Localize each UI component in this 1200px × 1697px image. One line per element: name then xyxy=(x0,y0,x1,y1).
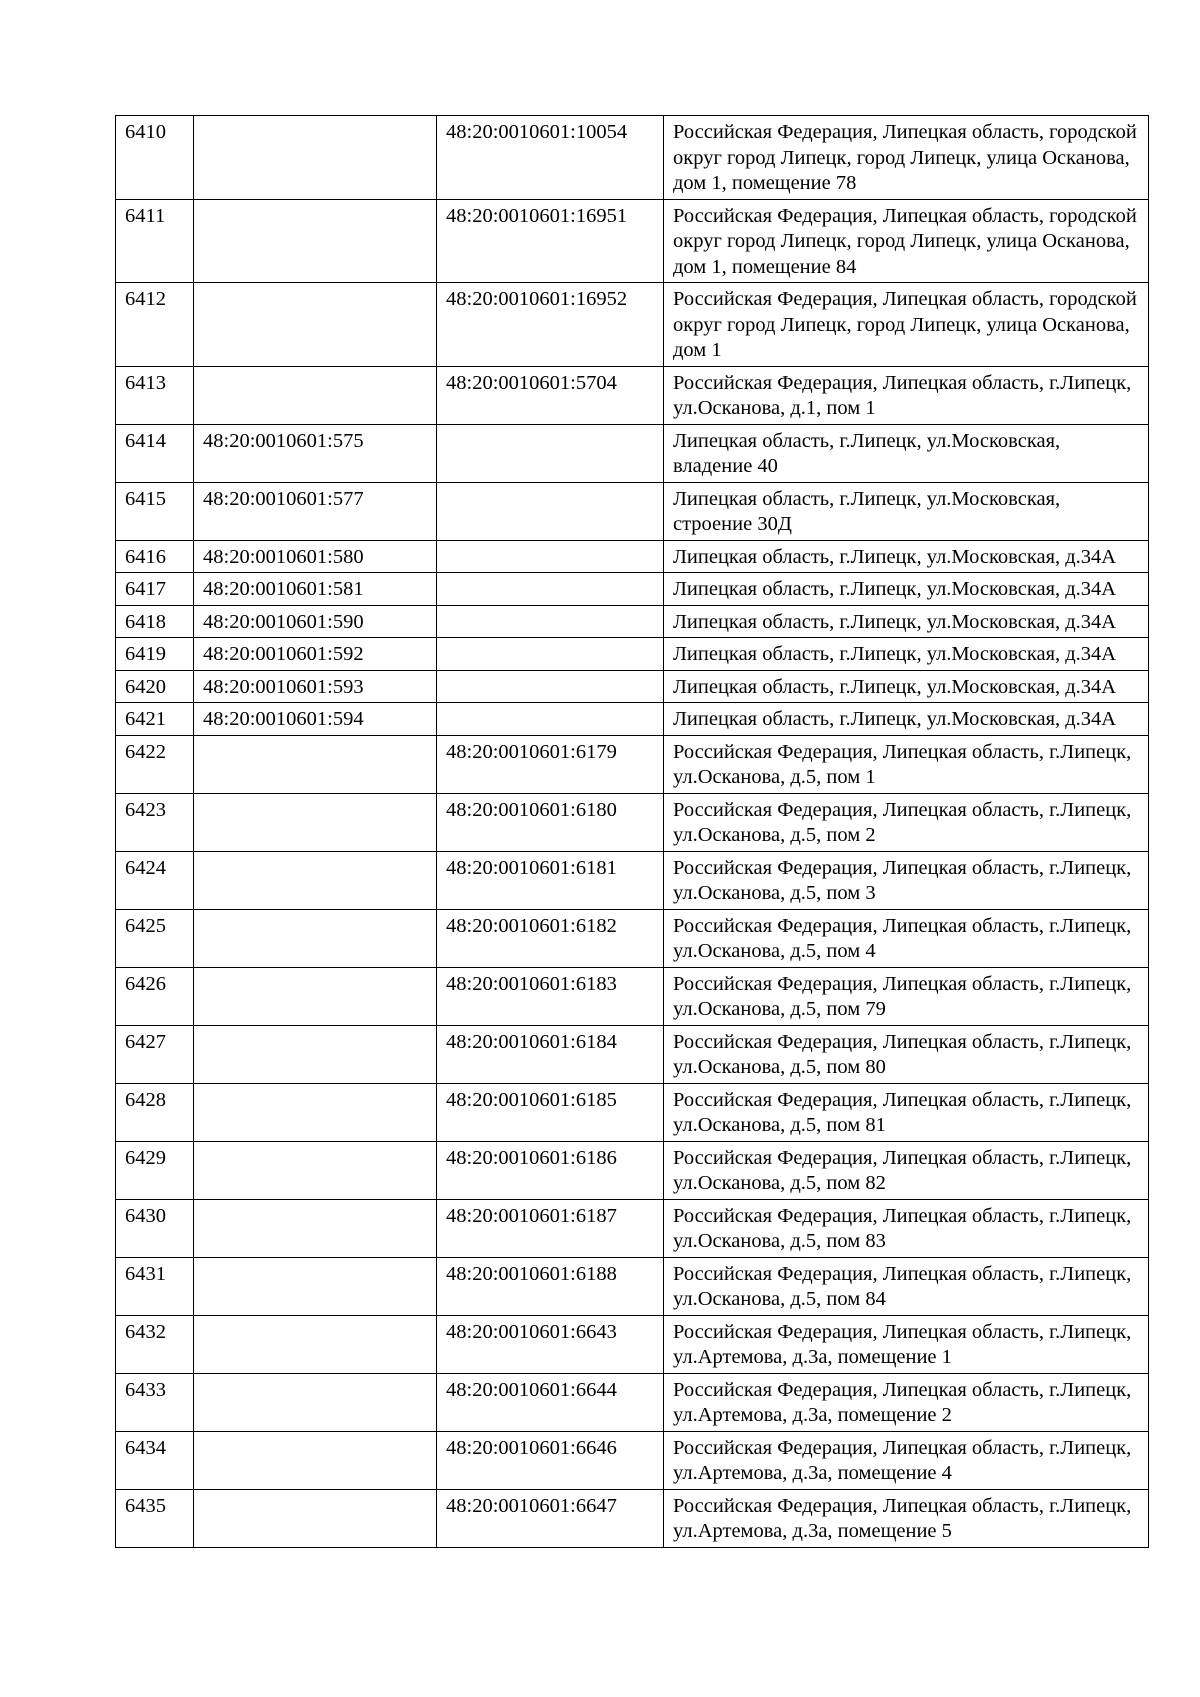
table-row xyxy=(116,793,1149,851)
object-cadastral-number-cell: 48:20:0010601:16951 xyxy=(437,199,664,283)
table-row xyxy=(116,1489,1149,1547)
object-cadastral-number-cell: 48:20:0010601:6188 xyxy=(437,1257,664,1315)
row-number-cell: 6420 xyxy=(116,670,194,703)
address-cell: Липецкая область, г.Липецк, ул.Московская, д.34А xyxy=(664,605,1149,638)
land-cadastral-number-cell xyxy=(194,1199,437,1257)
row-number-cell: 6419 xyxy=(116,638,194,671)
table-row xyxy=(116,851,1149,909)
land-cadastral-number-cell xyxy=(194,735,437,793)
registry-table xyxy=(115,115,1149,1548)
address-cell: Российская Федерация, Липецкая область, г.Липецк, ул.Осканова, д.5, пом 82 xyxy=(664,1141,1149,1199)
table-row xyxy=(116,1315,1149,1373)
address-cell: Российская Федерация, Липецкая область, г.Липецк, ул.Осканова, д.5, пом 80 xyxy=(664,1025,1149,1083)
address-cell: Липецкая область, г.Липецк, ул.Московская, д.34А xyxy=(664,670,1149,703)
table-row xyxy=(116,366,1149,424)
object-cadastral-number-cell xyxy=(437,703,664,736)
land-cadastral-number-cell xyxy=(194,116,437,200)
row-number-cell: 6429 xyxy=(116,1141,194,1199)
land-cadastral-number-cell xyxy=(194,1315,437,1373)
table-row xyxy=(116,116,1149,200)
table-row xyxy=(116,909,1149,967)
land-cadastral-number-cell xyxy=(194,1489,437,1547)
land-cadastral-number-cell xyxy=(194,283,437,367)
object-cadastral-number-cell: 48:20:0010601:6644 xyxy=(437,1373,664,1431)
object-cadastral-number-cell: 48:20:0010601:6179 xyxy=(437,735,664,793)
address-cell: Российская Федерация, Липецкая область, городской округ город Липецк, город Липецк, улица Осканова, дом 1, помещение 84 xyxy=(664,199,1149,283)
land-cadastral-number-cell: 48:20:0010601:590 xyxy=(194,605,437,638)
object-cadastral-number-cell xyxy=(437,540,664,573)
land-cadastral-number-cell xyxy=(194,1431,437,1489)
address-cell: Российская Федерация, Липецкая область, городской округ город Липецк, город Липецк, улица Осканова, дом 1 xyxy=(664,283,1149,367)
row-number-cell: 6423 xyxy=(116,793,194,851)
land-cadastral-number-cell: 48:20:0010601:575 xyxy=(194,424,437,482)
row-number-cell: 6416 xyxy=(116,540,194,573)
object-cadastral-number-cell: 48:20:0010601:5704 xyxy=(437,366,664,424)
land-cadastral-number-cell: 48:20:0010601:593 xyxy=(194,670,437,703)
table-row xyxy=(116,1083,1149,1141)
row-number-cell: 6418 xyxy=(116,605,194,638)
table-row xyxy=(116,735,1149,793)
table-row xyxy=(116,283,1149,367)
row-number-cell: 6435 xyxy=(116,1489,194,1547)
address-cell: Липецкая область, г.Липецк, ул.Московская, д.34А xyxy=(664,638,1149,671)
object-cadastral-number-cell xyxy=(437,482,664,540)
row-number-cell: 6427 xyxy=(116,1025,194,1083)
table-row xyxy=(116,482,1149,540)
table-row xyxy=(116,1141,1149,1199)
row-number-cell: 6422 xyxy=(116,735,194,793)
land-cadastral-number-cell xyxy=(194,366,437,424)
table-row xyxy=(116,670,1149,703)
row-number-cell: 6411 xyxy=(116,199,194,283)
row-number-cell: 6433 xyxy=(116,1373,194,1431)
land-cadastral-number-cell: 48:20:0010601:581 xyxy=(194,573,437,606)
object-cadastral-number-cell: 48:20:0010601:6186 xyxy=(437,1141,664,1199)
row-number-cell: 6424 xyxy=(116,851,194,909)
row-number-cell: 6412 xyxy=(116,283,194,367)
object-cadastral-number-cell: 48:20:0010601:6187 xyxy=(437,1199,664,1257)
address-cell: Липецкая область, г.Липецк, ул.Московская, д.34А xyxy=(664,703,1149,736)
address-cell: Российская Федерация, Липецкая область, городской округ город Липецк, город Липецк, улица Осканова, дом 1, помещение 78 xyxy=(664,116,1149,200)
address-cell: Российская Федерация, Липецкая область, г.Липецк, ул.Артемова, д.3а, помещение 5 xyxy=(664,1489,1149,1547)
table-row xyxy=(116,424,1149,482)
table-row xyxy=(116,1025,1149,1083)
object-cadastral-number-cell: 48:20:0010601:6185 xyxy=(437,1083,664,1141)
address-cell: Липецкая область, г.Липецк, ул.Московская, строение 30Д xyxy=(664,482,1149,540)
object-cadastral-number-cell: 48:20:0010601:6647 xyxy=(437,1489,664,1547)
row-number-cell: 6425 xyxy=(116,909,194,967)
address-cell: Российская Федерация, Липецкая область, г.Липецк, ул.Артемова, д.3а, помещение 1 xyxy=(664,1315,1149,1373)
object-cadastral-number-cell: 48:20:0010601:6643 xyxy=(437,1315,664,1373)
table-row xyxy=(116,638,1149,671)
land-cadastral-number-cell xyxy=(194,1373,437,1431)
object-cadastral-number-cell xyxy=(437,424,664,482)
land-cadastral-number-cell: 48:20:0010601:594 xyxy=(194,703,437,736)
table-row xyxy=(116,1257,1149,1315)
address-cell: Российская Федерация, Липецкая область, г.Липецк, ул.Осканова, д.5, пом 4 xyxy=(664,909,1149,967)
land-cadastral-number-cell xyxy=(194,199,437,283)
object-cadastral-number-cell xyxy=(437,605,664,638)
land-cadastral-number-cell: 48:20:0010601:577 xyxy=(194,482,437,540)
land-cadastral-number-cell xyxy=(194,1083,437,1141)
land-cadastral-number-cell: 48:20:0010601:580 xyxy=(194,540,437,573)
table-row xyxy=(116,1431,1149,1489)
address-cell: Российская Федерация, Липецкая область, г.Липецк, ул.Осканова, д.1, пом 1 xyxy=(664,366,1149,424)
row-number-cell: 6431 xyxy=(116,1257,194,1315)
object-cadastral-number-cell: 48:20:0010601:6184 xyxy=(437,1025,664,1083)
land-cadastral-number-cell xyxy=(194,1025,437,1083)
row-number-cell: 6415 xyxy=(116,482,194,540)
address-cell: Липецкая область, г.Липецк, ул.Московская, владение 40 xyxy=(664,424,1149,482)
document-page xyxy=(115,115,1148,1548)
address-cell: Российская Федерация, Липецкая область, г.Липецк, ул.Осканова, д.5, пом 81 xyxy=(664,1083,1149,1141)
row-number-cell: 6421 xyxy=(116,703,194,736)
address-cell: Российская Федерация, Липецкая область, г.Липецк, ул.Осканова, д.5, пом 83 xyxy=(664,1199,1149,1257)
table-row xyxy=(116,1373,1149,1431)
row-number-cell: 6428 xyxy=(116,1083,194,1141)
land-cadastral-number-cell xyxy=(194,851,437,909)
address-cell: Российская Федерация, Липецкая область, г.Липецк, ул.Осканова, д.5, пом 1 xyxy=(664,735,1149,793)
object-cadastral-number-cell: 48:20:0010601:6180 xyxy=(437,793,664,851)
table-row xyxy=(116,967,1149,1025)
land-cadastral-number-cell: 48:20:0010601:592 xyxy=(194,638,437,671)
address-cell: Российская Федерация, Липецкая область, г.Липецк, ул.Осканова, д.5, пом 2 xyxy=(664,793,1149,851)
address-cell: Липецкая область, г.Липецк, ул.Московская, д.34А xyxy=(664,540,1149,573)
land-cadastral-number-cell xyxy=(194,967,437,1025)
land-cadastral-number-cell xyxy=(194,1257,437,1315)
object-cadastral-number-cell xyxy=(437,573,664,606)
object-cadastral-number-cell: 48:20:0010601:6182 xyxy=(437,909,664,967)
registry-table-body xyxy=(116,116,1149,1548)
address-cell: Российская Федерация, Липецкая область, г.Липецк, ул.Осканова, д.5, пом 79 xyxy=(664,967,1149,1025)
address-cell: Российская Федерация, Липецкая область, г.Липецк, ул.Артемова, д.3а, помещение 4 xyxy=(664,1431,1149,1489)
row-number-cell: 6430 xyxy=(116,1199,194,1257)
address-cell: Российская Федерация, Липецкая область, г.Липецк, ул.Осканова, д.5, пом 3 xyxy=(664,851,1149,909)
row-number-cell: 6410 xyxy=(116,116,194,200)
table-row xyxy=(116,573,1149,606)
address-cell: Российская Федерация, Липецкая область, г.Липецк, ул.Осканова, д.5, пом 84 xyxy=(664,1257,1149,1315)
row-number-cell: 6434 xyxy=(116,1431,194,1489)
address-cell: Липецкая область, г.Липецк, ул.Московская, д.34А xyxy=(664,573,1149,606)
table-row xyxy=(116,1199,1149,1257)
land-cadastral-number-cell xyxy=(194,793,437,851)
land-cadastral-number-cell xyxy=(194,909,437,967)
object-cadastral-number-cell: 48:20:0010601:6183 xyxy=(437,967,664,1025)
table-row xyxy=(116,199,1149,283)
row-number-cell: 6426 xyxy=(116,967,194,1025)
land-cadastral-number-cell xyxy=(194,1141,437,1199)
row-number-cell: 6413 xyxy=(116,366,194,424)
row-number-cell: 6414 xyxy=(116,424,194,482)
table-row xyxy=(116,605,1149,638)
object-cadastral-number-cell: 48:20:0010601:6181 xyxy=(437,851,664,909)
object-cadastral-number-cell xyxy=(437,670,664,703)
table-row xyxy=(116,540,1149,573)
object-cadastral-number-cell xyxy=(437,638,664,671)
object-cadastral-number-cell: 48:20:0010601:10054 xyxy=(437,116,664,200)
address-cell: Российская Федерация, Липецкая область, г.Липецк, ул.Артемова, д.3а, помещение 2 xyxy=(664,1373,1149,1431)
object-cadastral-number-cell: 48:20:0010601:6646 xyxy=(437,1431,664,1489)
row-number-cell: 6432 xyxy=(116,1315,194,1373)
row-number-cell: 6417 xyxy=(116,573,194,606)
table-row xyxy=(116,703,1149,736)
object-cadastral-number-cell: 48:20:0010601:16952 xyxy=(437,283,664,367)
